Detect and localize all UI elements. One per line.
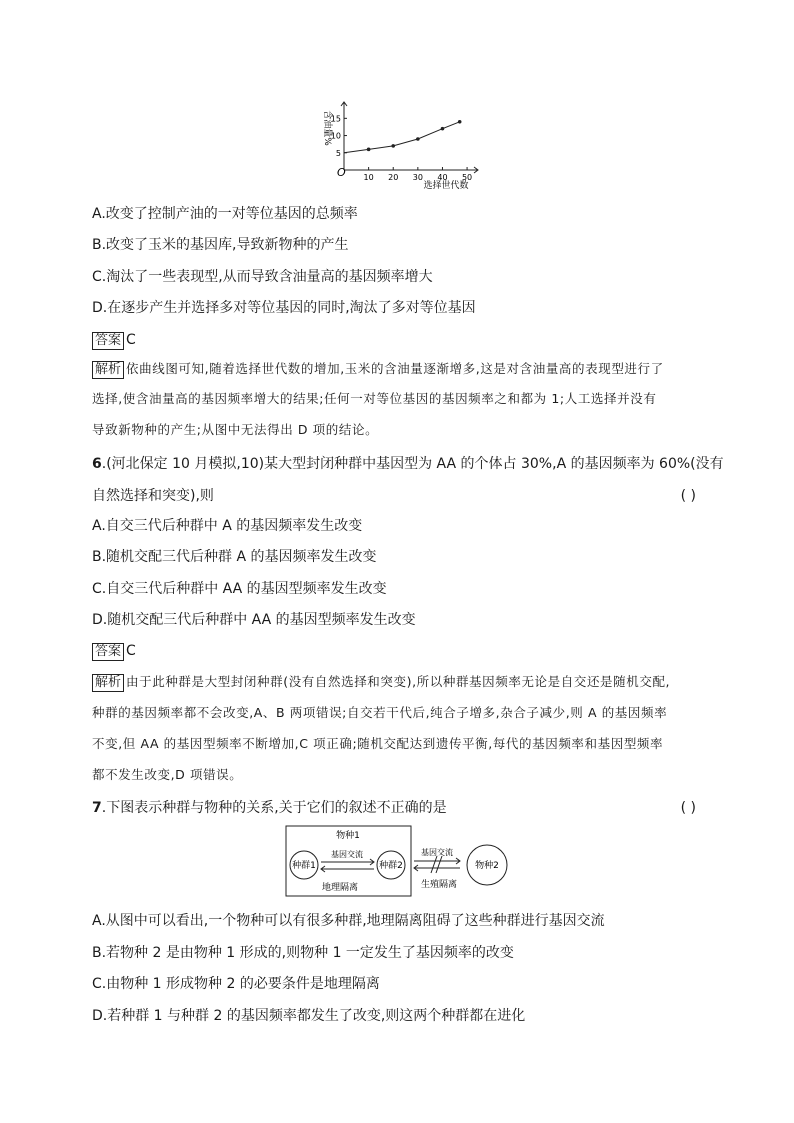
x-tick-label: 40 <box>437 173 448 182</box>
explain-tag: 解析 <box>92 674 124 692</box>
x-tick-label: 50 <box>461 173 473 182</box>
population2-label: 种群2 <box>379 861 403 871</box>
q6-answer-blank: ( ) <box>680 488 696 504</box>
oil-content-line <box>344 122 460 153</box>
y-tick-label: 5 <box>335 148 341 158</box>
q6-explain-text-1: 由于此种群是大型封闭种群(没有自然选择和突变),所以种群基因频率无论是自交还是随机交配, <box>126 674 671 689</box>
q6-option-a: A.自交三代后种群中 A 的基因频率发生改变 <box>92 518 363 534</box>
data-point <box>391 144 395 148</box>
gene-flow2-label: 基因交流 <box>421 848 453 857</box>
blocked-gene-flow-arrows <box>414 856 460 873</box>
q6-option-d: D.随机交配三代后种群中 AA 的基因型频率发生改变 <box>92 612 416 628</box>
chart-series <box>344 120 461 153</box>
geo-isolation-label: 地理隔离 <box>321 883 359 893</box>
q5-answer-value: C <box>126 332 136 348</box>
q7-option-a: A.从图中可以看出,一个物种可以有很多种群,地理隔离阻碍了这些种群进行基因交流 <box>92 913 605 929</box>
data-point <box>367 148 371 152</box>
q7-option-d: D.若种群 1 与种群 2 的基因频率都发生了改变,则这两个种群都在进化 <box>92 1008 526 1024</box>
q6-stem-line-2: 自然选择和突变),则 <box>92 488 214 504</box>
q7-number: 7 <box>92 800 102 816</box>
data-point <box>458 120 462 124</box>
q6-option-c: C.自交三代后种群中 AA 的基因型频率发生改变 <box>92 581 387 597</box>
answer-tag: 答案 <box>92 332 124 350</box>
q5-option-c: C.淘汰了一些表现型,从而导致含油量高的基因频率增大 <box>92 269 433 285</box>
q5-explanation-line-3: 导致新物种的产生;从图中无法得出 D 项的结论。 <box>92 422 379 437</box>
x-tick-label: 10 <box>363 173 374 182</box>
data-point <box>416 137 420 141</box>
repro-isolation-label: 生殖隔离 <box>420 880 458 890</box>
q7-stem-text: .下图表示种群与物种的关系,关于它们的叙述不正确的是 <box>101 800 447 816</box>
chart-axes <box>341 102 478 173</box>
gene-flow-arrows <box>321 859 374 872</box>
species1-label: 物种1 <box>336 831 360 841</box>
chart-ticks <box>331 114 472 182</box>
q6-answer-value: C <box>126 643 136 659</box>
q5-explain-text-1: 依曲线图可知,随着选择世代数的增加,玉米的含油量逐渐增多,这是对含油量高的表现型进行了 <box>126 361 664 376</box>
q6-explanation-line-2: 种群的基因频率都不会改变,A、B 两项错误;自交若干代后,纯合子增多,杂合子减少,则 A 的基因频率 <box>92 705 668 720</box>
q5-answer <box>92 330 136 350</box>
q7-option-c: C.由物种 1 形成物种 2 的必要条件是地理隔离 <box>92 976 380 992</box>
x-tick-label: 30 <box>412 173 423 182</box>
q6-explanation-line-4: 都不发生改变,D 项错误。 <box>92 767 243 782</box>
q7-stem <box>92 798 447 818</box>
chart-ylabel: 含油量% <box>322 110 332 146</box>
q5-option-b: B.改变了玉米的基因库,导致新物种的产生 <box>92 237 349 253</box>
answer-tag: 答案 <box>92 643 124 661</box>
q5-explanation-line-2: 选择,使含油量高的基因频率增大的结果;任何一对等位基因的基因频率之和都为 1;人工选择并没有 <box>92 391 657 406</box>
x-tick-label: 20 <box>388 173 399 182</box>
q6-number: 6 <box>92 456 102 472</box>
y-tick-label: 15 <box>330 114 341 124</box>
species-population-diagram <box>285 825 515 897</box>
q7-option-b: B.若物种 2 是由物种 1 形成的,则物种 1 一定发生了基因频率的改变 <box>92 945 514 961</box>
gene-flow-label: 基因交流 <box>331 850 363 859</box>
q6-option-b: B.随机交配三代后种群 A 的基因频率发生改变 <box>92 549 377 565</box>
q6-explanation-line-3: 不变,但 AA 的基因型频率不断增加,C 项正确;随机交配达到遗传平衡,每代的基因频率和基因型频率 <box>92 736 664 751</box>
q5-explanation-line-1 <box>92 359 664 379</box>
q6-stem-text-1: .(河北保定 10 月模拟,10)某大型封闭种群中基因型为 AA 的个体占 30%,A 的基因频率为 60%(没有 <box>101 456 724 472</box>
q6-explanation-line-1 <box>92 672 670 692</box>
y-tick-label: 10 <box>330 131 341 141</box>
q6-stem-line-1 <box>92 454 724 474</box>
q6-answer <box>92 641 136 661</box>
chart-origin-label: O <box>337 166 346 179</box>
population1-label: 种群1 <box>292 861 316 871</box>
chart-xlabel: 选择世代数 <box>423 181 469 191</box>
q7-answer-blank: ( ) <box>680 800 696 816</box>
data-point <box>441 127 445 131</box>
explain-tag: 解析 <box>92 361 124 379</box>
species2-label: 物种2 <box>475 861 499 871</box>
q5-option-d: D.在逐步产生并选择多对等位基因的同时,淘汰了多对等位基因 <box>92 300 476 316</box>
oil-content-chart <box>312 100 484 195</box>
q5-option-a: A.改变了控制产油的一对等位基因的总频率 <box>92 206 358 222</box>
